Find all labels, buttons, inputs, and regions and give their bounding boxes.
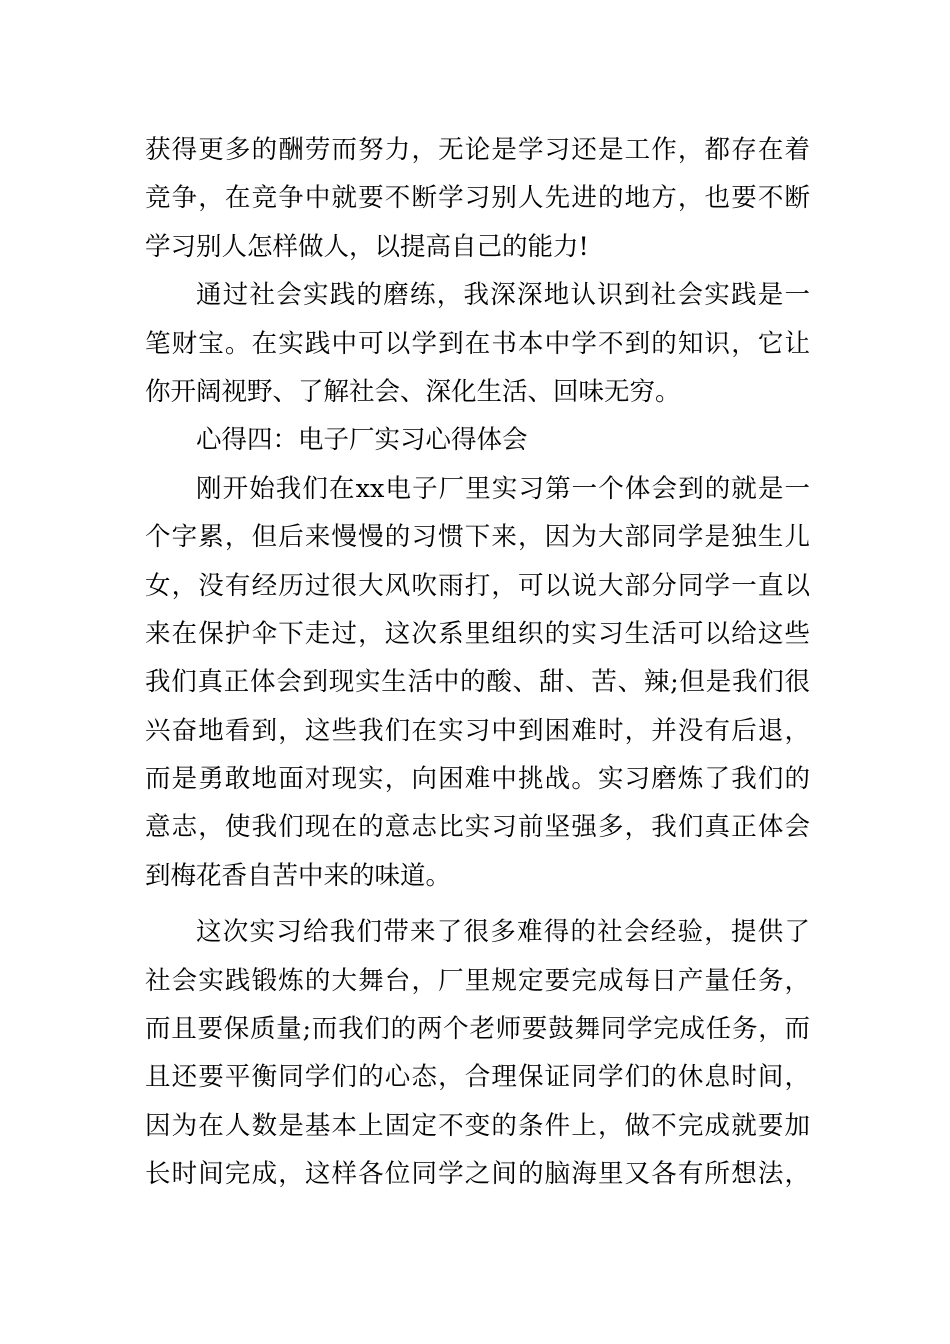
text-line: 意志，使我们现在的意志比实习前坚强多，我们真正体会: [145, 812, 810, 843]
paragraph: [145, 465, 810, 901]
paragraph: [145, 126, 810, 271]
text-line: 因为在人数是基本上固定不变的条件上，做不完成就要加: [145, 1110, 810, 1141]
text-line: 这次实习给我们带来了很多难得的社会经验，提供了: [196, 917, 810, 948]
text-line: 而且要保质量;而我们的两个老师要鼓舞同学完成任务，而: [145, 1014, 810, 1045]
text-line: 获得更多的酬劳而努力，无论是学习还是工作，都存在着: [145, 135, 810, 165]
text-line: 社会实践锻炼的大舞台，厂里规定要完成每日产量任务，: [145, 965, 810, 996]
text-line: 你开阔视野、了解社会、深化生活、回味无穷。: [145, 376, 681, 407]
text-line: 学习别人怎样做人，以提高自己的能力!: [145, 231, 589, 262]
text-line: 竞争，在竞争中就要不断学习别人先进的地方，也要不断: [145, 183, 810, 214]
heading-line: 心得四：电子厂实习心得体会: [196, 425, 528, 456]
text-line: 女，没有经历过很大风吹雨打，可以说大部分同学一直以: [145, 570, 810, 601]
text-line: 而是勇敢地面对现实，向困难中挑战。实习磨炼了我们的: [145, 764, 810, 795]
text-line: 通过社会实践的磨练，我深深地认识到社会实践是一: [196, 280, 810, 311]
text-line: 我们真正体会到现实生活中的酸、甜、苦、辣;但是我们很: [145, 667, 810, 698]
text-line: 来在保护伞下走过，这次系里组织的实习生活可以给这些: [145, 618, 810, 649]
text-line: 兴奋地看到，这些我们在实习中到困难时，并没有后退，: [145, 715, 810, 746]
text-line: 刚开始我们在xx电子厂里实习第一个体会到的就是一: [196, 473, 810, 504]
text-line: 且还要平衡同学们的心态，合理保证同学们的休息时间，: [145, 1062, 810, 1093]
paragraph: [145, 908, 810, 1198]
document-body: [145, 126, 810, 1199]
text-line: 个字累，但后来慢慢的习惯下来，因为大部同学是独生儿: [145, 522, 810, 553]
text-line: 长时间完成，这样各位同学之间的脑海里又各有所想法，: [145, 1159, 810, 1190]
paragraph: [145, 271, 810, 416]
text-line: 到梅花香自苦中来的味道。: [145, 860, 452, 891]
text-line: 笔财宝。在实践中可以学到在书本中学不到的知识，它让: [145, 328, 810, 359]
paragraph-gap: [145, 900, 810, 908]
section-heading: [145, 416, 810, 464]
